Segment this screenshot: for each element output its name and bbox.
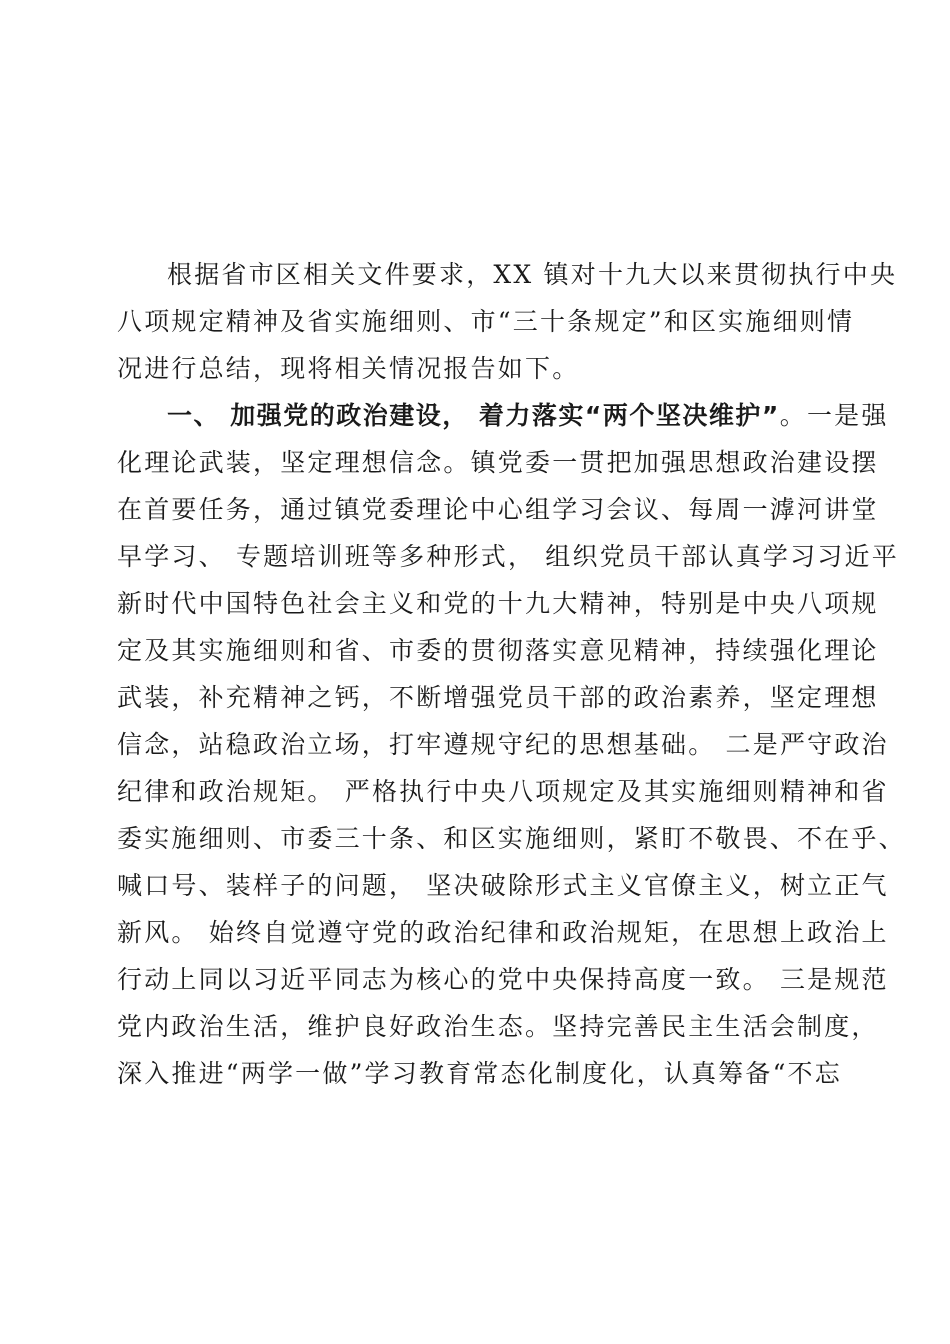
paragraph-1-line-1: 根据省市区相关文件要求，XX 镇对十九大以来贯彻执行中央 [167, 260, 898, 289]
paragraph-2-line-6: 武装，补充精神之钙，不断增强党员干部的政治素养，坚定理想 [117, 683, 879, 712]
paragraph-2-line-8: 纪律和政治规矩。 严格执行中央八项规定及其实施细则精神和省 [117, 777, 889, 806]
paragraph-2-line-9: 委实施细则、市委三十条、和区实施细则，紧盯不敬畏、不在乎、 [117, 824, 906, 853]
paragraph-1-line-2: 八项规定精神及省实施细则、市“三十条规定”和区实施细则情 [117, 307, 855, 336]
paragraph-1-line-3: 况进行总结，现将相关情况报告如下。 [117, 354, 580, 383]
paragraph-2-line-10: 喊口号、装样子的问题， 坚决破除形式主义官僚主义，树立正气 [117, 871, 889, 900]
section-1-heading: 一、 加强党的政治建设， 着力落实“两个坚决维护” [167, 401, 780, 430]
section-1-heading-line [117, 397, 889, 434]
paragraph-2-line-7: 信念，站稳政治立场，打牢遵规守纪的思想基础。 二是严守政治 [117, 730, 889, 759]
paragraph-2-line-2: 在首要任务，通过镇党委理论中心组学习会议、每周一滹河讲堂 [117, 495, 879, 524]
paragraph-2-line-11: 新风。 始终自觉遵守党的政治纪律和政治规矩，在思想上政治上 [117, 918, 889, 947]
paragraph-2-line-3: 早学习、 专题培训班等多种形式， 组织党员干部认真学习习近平 [117, 542, 899, 571]
section-1-heading-tail: 。一是强 [779, 401, 889, 430]
paragraph-2-line-13: 党内政治生活，维护良好政治生态。坚持完善民主生活会制度， [117, 1012, 879, 1041]
paragraph-2-line-14: 深入推进“两学一做”学习教育常态化制度化，认真筹备“不忘 [117, 1059, 842, 1088]
paragraph-2-line-12: 行动上同以习近平同志为核心的党中央保持高度一致。 三是规范 [117, 965, 889, 994]
paragraph-2-line-5: 定及其实施细则和省、市委的贯彻落实意见精神，持续强化理论 [117, 636, 879, 665]
paragraph-2-line-1: 化理论武装，坚定理想信念。镇党委一贯把加强思想政治建设摆 [117, 448, 879, 477]
paragraph-2-line-4: 新时代中国特色社会主义和党的十九大精神，特别是中央八项规 [117, 589, 879, 618]
